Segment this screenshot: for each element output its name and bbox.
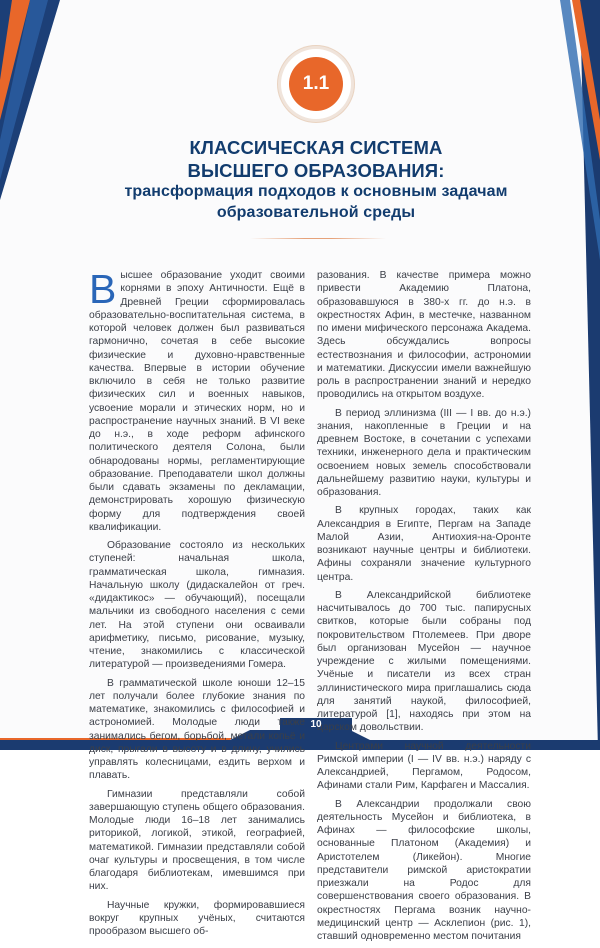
paragraph: В грамматической школе юноши 12–15 лет получали более глубокие знания по математике, знакомились с философией и астрономией. Молодые люди также занимались бегом, борьбой, метали копьё и диск, прыгали в высоту и в длину, учились управлять колесницами, ездить верхом и плавать. [89,677,305,782]
title-line-2: ВЫСШЕГО ОБРАЗОВАНИЯ: [187,159,445,181]
paragraph: В крупных городах, таких как Александрия в Египте, Пергам на Западе Малой Азии, Антиохия-на-Оронте возникают научные центры и библиотеки. Афины сохраняли значение культурного центра. [317,505,531,583]
subtitle-line-1: трансформация подходов к основным задачам [124,183,508,201]
page-number: 10 [310,719,322,730]
text-column-right [317,269,531,948]
paragraph: Центрами научной деятельности Римской империи (I — IV вв. н.э.) наряду с Александрией, Пергамом, Родосом, Афинами стали Рим, Карфаген и Массалия. [317,740,531,792]
section-number-badge [281,49,351,119]
paragraph: В период эллинизма (III — I вв. до н.э.) знания, накопленные в Греции и на древнем Востоке, в сочетании с успехами техники, инженерного дела и практическим освоением новых земель способствовали дальнейшему развитию науки, культуры и образования. [317,407,531,498]
paragraph-text: ысшее образование уходит своими корнями в эпоху Античности. Ещё в Древней Греции сформировалась образовательно-воспитательная система, в которой человек должен был развиваться гармонично, сочетая в себе высокие физические и духовно-нравственные качества. Впервые в истории обучение включило в себя не только развитие физических сил и военных навыков, усвоение морали и этических норм, но и распространение научных знаний. В VI веке до н.э., в ходе реформ афинского политического деятеля Солона, были обнародованы нормы, регламентирующие образование. Преподаватели школ должны были сдавать экзамены по декламации, демонстрировать хорошую физическую форму для подтверждения своей квалификации. [89,270,305,533]
paragraph: Гимназии представляли собой завершающую ступень общего образования. Молодые люди 16–18 лет занимались риторикой, логикой, этикой, географией, математикой. Гимназии представляли собой очаг культуры и просвещения, в том числе благодаря библиотекам, имевшимся при них. [89,788,305,893]
paragraph: разования. В качестве примера можно привести Академию Платона, образовавшуюся в 380-х гг. до н.э. в окрестностях Афин, в местечке, названном по имени мифического персонажа Академа. Здесь обсуждались вопросы естествознания и философии, астрономии и математики. Дискуссии имели важнейшую роль в распространении знаний и нередко проводились на открытом воздухе. [317,270,531,401]
paragraph [89,266,305,534]
section-number: 1.1 [289,57,343,111]
chapter-title [120,137,512,223]
paragraph: Образование состояло из нескольких ступеней: начальная школа, грамматическая школа, гимназия. Начальную школу (дидаскалейон от греч. «дидактикос» — обучающий), посещали мальчики из свободного населения с семи лет. На этой ступени они осваивали арифметику, письмо, рисование, музыку, чтение, знакомились с классической литературой — произведениями Гомера. [89,540,305,671]
title-divider [250,238,386,239]
paragraph: В Александрии продолжали свою деятельность Мусейон и библиотека, в Афинах — философские школы, основанные Платоном (Академия) и Аристотелем (Ликейон). Многие представители римской аристократии приезжали на Родос для совершенствования своего образования. В окрестностях Пергама возник научно-медицинский центр — Асклепион (рис. 1), ставший одновременно местом почитания [317,798,531,942]
decorative-stripes-right [520,0,600,750]
text-column-left [89,266,305,943]
paragraph: Научные кружки, формировавшиеся вокруг крупных учёных, считаются прообразом высшего об- [89,899,305,937]
decorative-stripes-top-left [0,0,120,300]
drop-cap: В [89,266,117,312]
title-line-1: КЛАССИЧЕСКАЯ СИСТЕМА [189,137,443,158]
paragraph: В Александрийской библиотеке насчитывалось до 700 тыс. папирусных свитков, которые были собраны под покровительством Птолемеев. При дворе был организован Мусейон — научное учреждение с жилыми помещениями. Учёные и писатели из всех стран эллинистического мира приглашались сюда для занятий наукой, философией, литературой [1], находясь при этом на царском довольствии. [317,589,531,734]
subtitle-line-2: образовательной среды [216,203,416,221]
